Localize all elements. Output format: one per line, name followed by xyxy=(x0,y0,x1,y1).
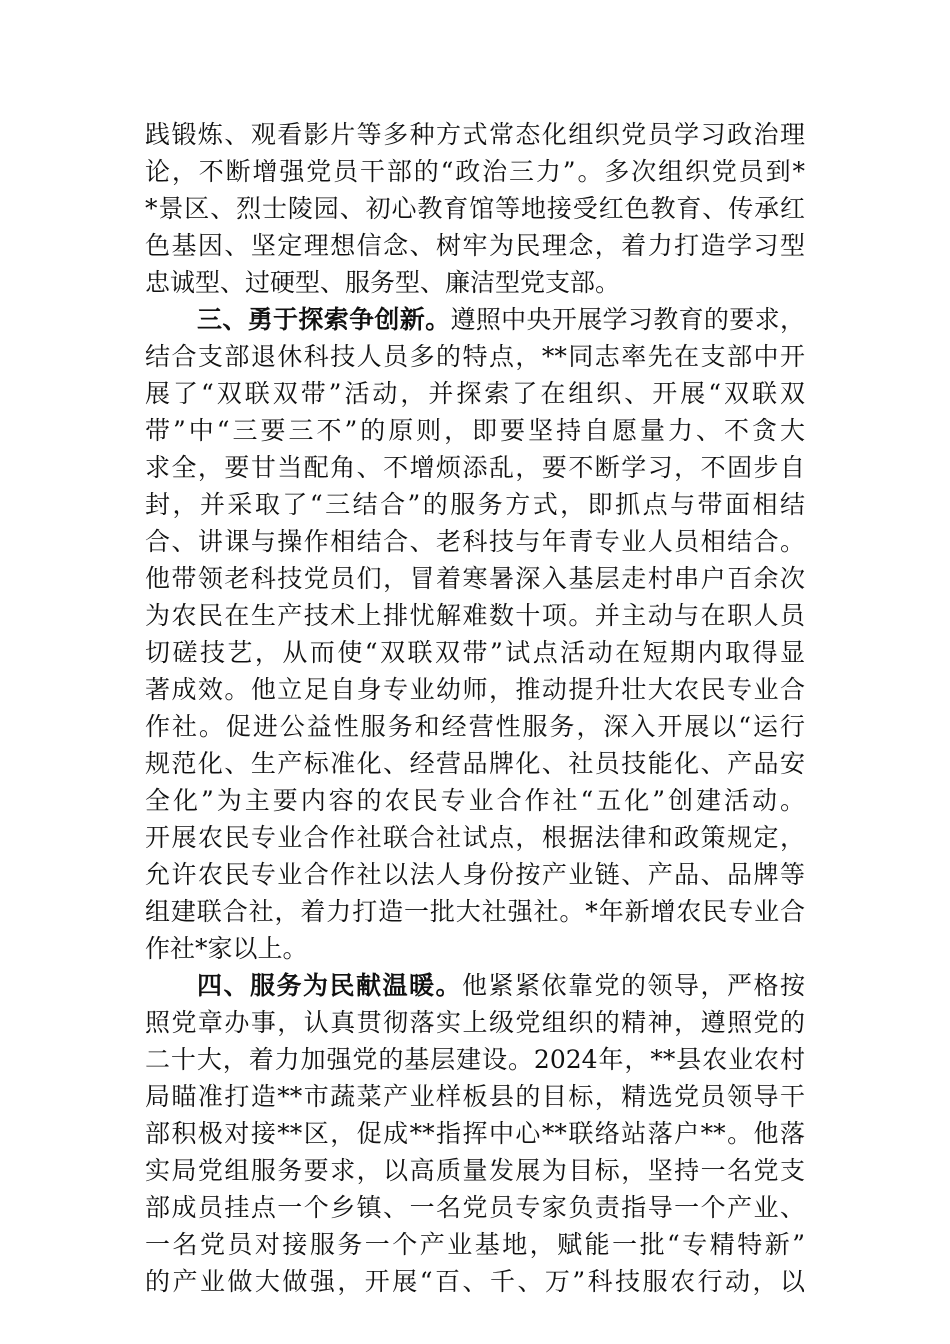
section3-line: 全化”为主要内容的农民专业合作社“五化”创建活动。 xyxy=(145,786,805,815)
section4-line: 照党章办事，认真贯彻落实上级党组织的精神，遵照党的 xyxy=(145,1008,805,1037)
section3-line: 他带领老科技党员们，冒着寒暑深入基层走村串户百余次 xyxy=(145,564,805,593)
section3-line: 合、讲课与操作相结合、老科技与年青专业人员相结合。 xyxy=(145,527,805,556)
section3-line: 组建联合社，着力打造一批大社强社。*年新增农民专业合 xyxy=(145,897,805,926)
section4-line: 部成员挂点一个乡镇、一名党员专家负责指导一个产业、 xyxy=(145,1193,805,1222)
section3-first-line xyxy=(145,301,805,338)
intro-line-3: *景区、烈士陵园、初心教育馆等地接受红色教育、传承红 xyxy=(145,194,805,223)
intro-line-4: 色基因、坚定理想信念、树牢为民理念，着力打造学习型 xyxy=(145,231,805,260)
section3-line: 结合支部退休科技人员多的特点，**同志率先在支部中开 xyxy=(145,342,805,371)
section3-line: 允许农民专业合作社以法人身份按产业链、产品、品牌等 xyxy=(145,860,805,889)
section3-line: 开展农民专业合作社联合社试点，根据法律和政策规定， xyxy=(145,823,805,852)
intro-line-2: 论，不断增强党员干部的“政治三力”。多次组织党员到* xyxy=(145,157,805,186)
section4-heading: 四、服务为民献温暖。 xyxy=(197,971,462,1000)
section4-line: 实局党组服务要求，以高质量发展为目标，坚持一名党支 xyxy=(145,1156,805,1185)
document-page xyxy=(145,116,805,1300)
section3-line: 作社*家以上。 xyxy=(145,934,308,963)
section3-line: 著成效。他立足自身专业幼师，推动提升壮大农民专业合 xyxy=(145,675,805,704)
section3-line: 规范化、生产标准化、经营品牌化、社员技能化、产品安 xyxy=(145,749,805,778)
section4-line: 的产业做大做强，开展“百、千、万”科技服农行动，以 xyxy=(145,1267,805,1296)
section3-line: 带”中“三要三不”的原则，即要坚持自愿量力、不贪大 xyxy=(145,416,805,445)
section4-first-line-text: 他紧紧依靠党的领导，严格按 xyxy=(462,971,805,1000)
section3-line: 封，并采取了“三结合”的服务方式，即抓点与带面相结 xyxy=(145,490,805,519)
section4-first-line xyxy=(145,967,805,1004)
section3-heading: 三、勇于探索争创新。 xyxy=(197,305,451,334)
intro-line-5: 忠诚型、过硬型、服务型、廉洁型党支部。 xyxy=(145,268,621,297)
section4-line: 部积极对接**区，促成**指挥中心**联络站落户**。他落 xyxy=(145,1119,805,1148)
section3-first-line-text: 遵照中央开展学习教育的要求， xyxy=(450,305,805,334)
section3-line: 切磋技艺，从而使“双联双带”试点活动在短期内取得显 xyxy=(145,638,805,667)
section4-line: 局瞄准打造**市蔬菜产业样板县的目标，精选党员领导干 xyxy=(145,1082,805,1111)
section4-line: 一名党员对接服务一个产业基地，赋能一批“专精特新” xyxy=(145,1230,805,1259)
section3-line: 作社。促进公益性服务和经营性服务，深入开展以“运行 xyxy=(145,712,805,741)
section3-line: 求全，要甘当配角、不增烦添乱，要不断学习，不固步自 xyxy=(145,453,805,482)
section3-line: 展了“双联双带”活动，并探索了在组织、开展“双联双 xyxy=(145,379,805,408)
intro-line-1: 践锻炼、观看影片等多种方式常态化组织党员学习政治理 xyxy=(145,120,805,149)
section3-line: 为农民在生产技术上排忧解难数十项。并主动与在职人员 xyxy=(145,601,805,630)
section4-line: 二十大，着力加强党的基层建设。2024年，**县农业农村 xyxy=(145,1045,805,1074)
